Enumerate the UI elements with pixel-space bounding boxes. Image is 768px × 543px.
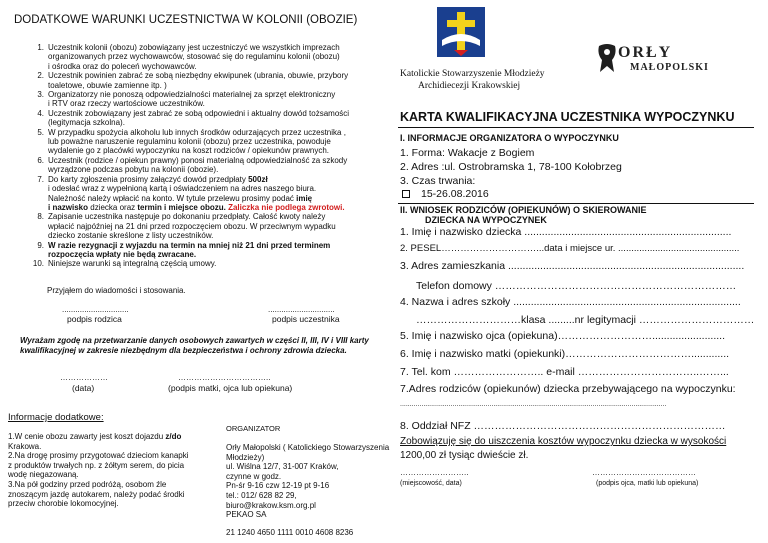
field-parents-address-label: 7.Adres rodziców (opiekunów) dziecka przebywającego na wypoczynku: <box>400 383 736 395</box>
organizer-line: Orły Małopolski ( Katolickiego Stowarzyszenia <box>226 443 390 452</box>
place-date-label: (miejscowość, data) <box>400 480 462 487</box>
organizer-block <box>226 443 396 520</box>
section-divider <box>398 203 754 204</box>
cost-amount: 1200,00 zł tysiąc dwieście zł. <box>400 450 529 461</box>
field-form: 1. Forma: Wakacje z Bogiem <box>400 147 535 159</box>
section-parents-request-2: DZIECKA NA WYPOCZYNEK <box>425 215 547 225</box>
guardian-final-signature-label: (podpis ojca, matki lub opiekuna) <box>596 480 699 487</box>
rule-item: 2. Uczestnik powinien zabrać ze sobą niezbędny ekwipunek (ubrania, obuwie, przybory toaletowe, obuwie zamienne itp. ) <box>37 71 349 90</box>
organizer-line: PEKAO SA <box>226 510 267 520</box>
conditions-title: DODATKOWE WARUNKI UCZESTNICTWA W KOLONII (OBOZIE) <box>14 14 358 26</box>
info-line: 3.Na pół godziny przed podróżą, osobom źle <box>8 479 167 489</box>
field-parents-address[interactable]: ......................................................................................................................................... <box>400 401 667 408</box>
field-phone-email[interactable]: 7. Tel. kom …………………….. e-mail ……………………………..……... <box>400 366 729 378</box>
rule-item: 7. Do karty zgłoszenia prosimy załączyć dowód przedpłaty 500zł i odesłać wraz z wypełnioną kartą i oświadczeniem na adres naszego biura. Należność należy wpłacić na konto. W tytule przelewu prosimy podać imię i nazwisko dziecka oraz termin i miejsce obozu. Zaliczka nie podlega zwrotowi. <box>37 174 345 212</box>
section-organizer-info: I. INFORMACJE ORGANIZATORA O WYPOCZYNKU <box>400 133 619 143</box>
rule-item: 5. W przypadku spożycia alkoholu lub innych środków odurzających przez uczestnika , lub poważne naruszenie regulaminu kolonii (obozu) przez uczestnika, powoduje wydalenie go z placówki wypoczynku na koszt rodziców / opiekunów prawnych. <box>37 127 346 156</box>
field-address: 2. Adres :ul. Ostrobramska 1, 78-100 Kołobrzeg <box>400 161 622 173</box>
parent-signature-line: .............................. <box>62 305 129 314</box>
info-line: 2.Na drogę prosimy przygotować dzieciom kanapki <box>8 451 189 461</box>
guardian-signature-line: …………………………….. <box>178 373 271 382</box>
rule-item: 8. Zapisanie uczestnika następuje po dokonaniu przedpłaty. Całość kwoty należy wpłacić najpóźniej na 21 dni przed rozpoczęciem obozu. W przeciwnym wypadku dziecko zostanie skreślone z listy uczestników. <box>37 212 336 241</box>
org-name-line2: Archidiecezji Krakowskiej <box>418 81 521 91</box>
ksm-emblem <box>436 6 486 58</box>
field-home-phone[interactable]: Telefon domowy …………………………………………………………… <box>416 280 737 292</box>
consent-text: Wyrażam zgodę na przetwarzanie danych osobowych zawartych w części II, III, IV i VIII karty kwalifikacyjnej w zakresie niezbędnym dla bezpieczeństwa i ochrony zdrowia dziecka. <box>20 336 369 355</box>
organizer-line: Pn-śr 9-16 czw 12-19 pt 9-16 <box>226 481 330 491</box>
org-name-line1: Katolickie Stowarzyszenie Młodzieży <box>400 69 545 79</box>
guardian-final-signature-line[interactable]: ………………………………… <box>592 468 696 477</box>
logo-text-top: ORŁY <box>618 44 673 61</box>
field-dates: 15-26.08.2016 <box>421 188 489 200</box>
info-block <box>8 432 223 509</box>
organizer-line: ul. Wiślna 12/7, 31-007 Kraków, <box>226 462 339 472</box>
field-class-id[interactable]: …………………………klasa .........nr legitymacji …………………………… <box>416 314 755 326</box>
info-line: Krakowa. <box>8 441 42 451</box>
info-line: przeciw chorobie lokomocyjnej. <box>8 499 119 509</box>
rule-item: 4. Uczestnik zobowiązany jest zabrać ze sobą odpowiedni i aktualny dowód tożsamości (legitymacja szkolna). <box>37 108 350 128</box>
rule-item: 1. Uczestnik kolonii (obozu) zobowiązany jest uczestniczyć we wszystkich imprezach organizowanych przez wychowawców, stosować się do regulaminu kolonii (obozu) i ośrodka oraz do poleceń wychowawców. <box>37 43 340 71</box>
title-underline <box>398 127 754 128</box>
cross-shield-icon <box>436 6 486 58</box>
field-pesel[interactable]: 2. PESEL…………………………...data i miejsce ur. .............................................. <box>400 243 740 254</box>
rule-item: 10. Niniejsze warunki są integralną częścią umowy. <box>32 259 217 269</box>
field-home-address[interactable]: 3. Adres zamieszkania ................................................................................. <box>400 260 745 272</box>
field-nfz[interactable]: 8. Oddział NFZ ……………………………………………………………… <box>400 420 726 432</box>
field-mother-name[interactable]: 6. Imię i nazwisko matki (opiekunki)………………………………............. <box>400 348 730 360</box>
date-label: (data) <box>72 383 95 393</box>
dates-checkbox[interactable] <box>402 190 410 198</box>
parent-signature-label: podpis rodzica <box>67 314 122 324</box>
logo-text-bottom: MAŁOPOLSKI <box>630 62 709 73</box>
field-school[interactable]: 4. Nazwa i adres szkoły .............................................................................. <box>400 296 741 308</box>
info-heading: Informacje dodatkowe: <box>8 412 104 423</box>
place-date-line[interactable]: …………………….. <box>400 468 469 477</box>
date-line: ……………… <box>60 373 108 382</box>
acknowledge-text: Przyjąłem do wiadomości i stosowania. <box>47 286 186 295</box>
orly-logo <box>596 42 736 78</box>
organizer-heading: ORGANIZATOR <box>226 424 281 433</box>
guardian-signature-label: (podpis matki, ojca lub opiekuna) <box>168 383 293 393</box>
cost-commitment: Zobowiązuję się do uiszczenia kosztów wypoczynku dziecka w wysokości <box>400 436 727 447</box>
field-child-name[interactable]: 1. Imię i nazwisko dziecka ....................................................................... <box>400 226 732 238</box>
organizer-line: biuro@krakow.ksm.org.pl <box>226 500 316 510</box>
organizer-line: Młodzieży) <box>226 452 265 462</box>
card-title: KARTA KWALIFIKACYJNA UCZESTNIKA WYPOCZYNKU <box>400 110 735 124</box>
rule-item: 3. Organizatorzy nie ponoszą odpowiedzialności materialnej za sprzęt elektroniczny i RTV oraz rzeczy wartościowe uczestników. <box>37 90 336 109</box>
participant-signature-line: .............................. <box>268 305 335 314</box>
bank-account: 21 1240 4650 1111 0010 4608 8236 <box>226 528 354 537</box>
info-line: wodę niegazowaną. <box>8 470 79 480</box>
info-line: 1.W cenie obozu zawarty jest koszt dojazdu z/do <box>8 432 182 441</box>
participant-signature-label: podpis uczestnika <box>272 314 340 324</box>
info-line: znoszącym jazdę autokarem, należy podać środki <box>8 489 185 499</box>
organizer-line: czynne w godz. <box>226 471 282 481</box>
rule-item: 6. Uczestnik (rodzice / opiekun prawny) ponosi materialną odpowiedzialność za szkody wyrządzone podczas pobytu na kolonii (obozie). <box>37 155 348 175</box>
organizer-line: tel.: 012/ 628 82 29, <box>226 490 297 500</box>
field-duration: 3. Czas trwania: <box>400 175 476 187</box>
section-parents-request: II. WNIOSEK RODZICÓW (OPIEKUNÓW) O SKIEROWANIE <box>400 205 647 215</box>
rule-item: 9. W razie rezygnacji z wyjazdu na termin na mniej niż 21 dni przed terminem rozpoczęcia wpłaty nie będą zwracane. <box>37 240 331 259</box>
info-line: z produktów trwałych np. z żółtym serem, do picia <box>8 460 185 470</box>
field-father-name[interactable]: 5. Imię i nazwisko ojca (opiekuna)………………………......................... <box>400 330 726 342</box>
conditions-list <box>26 43 396 269</box>
eagle-icon <box>596 42 618 74</box>
